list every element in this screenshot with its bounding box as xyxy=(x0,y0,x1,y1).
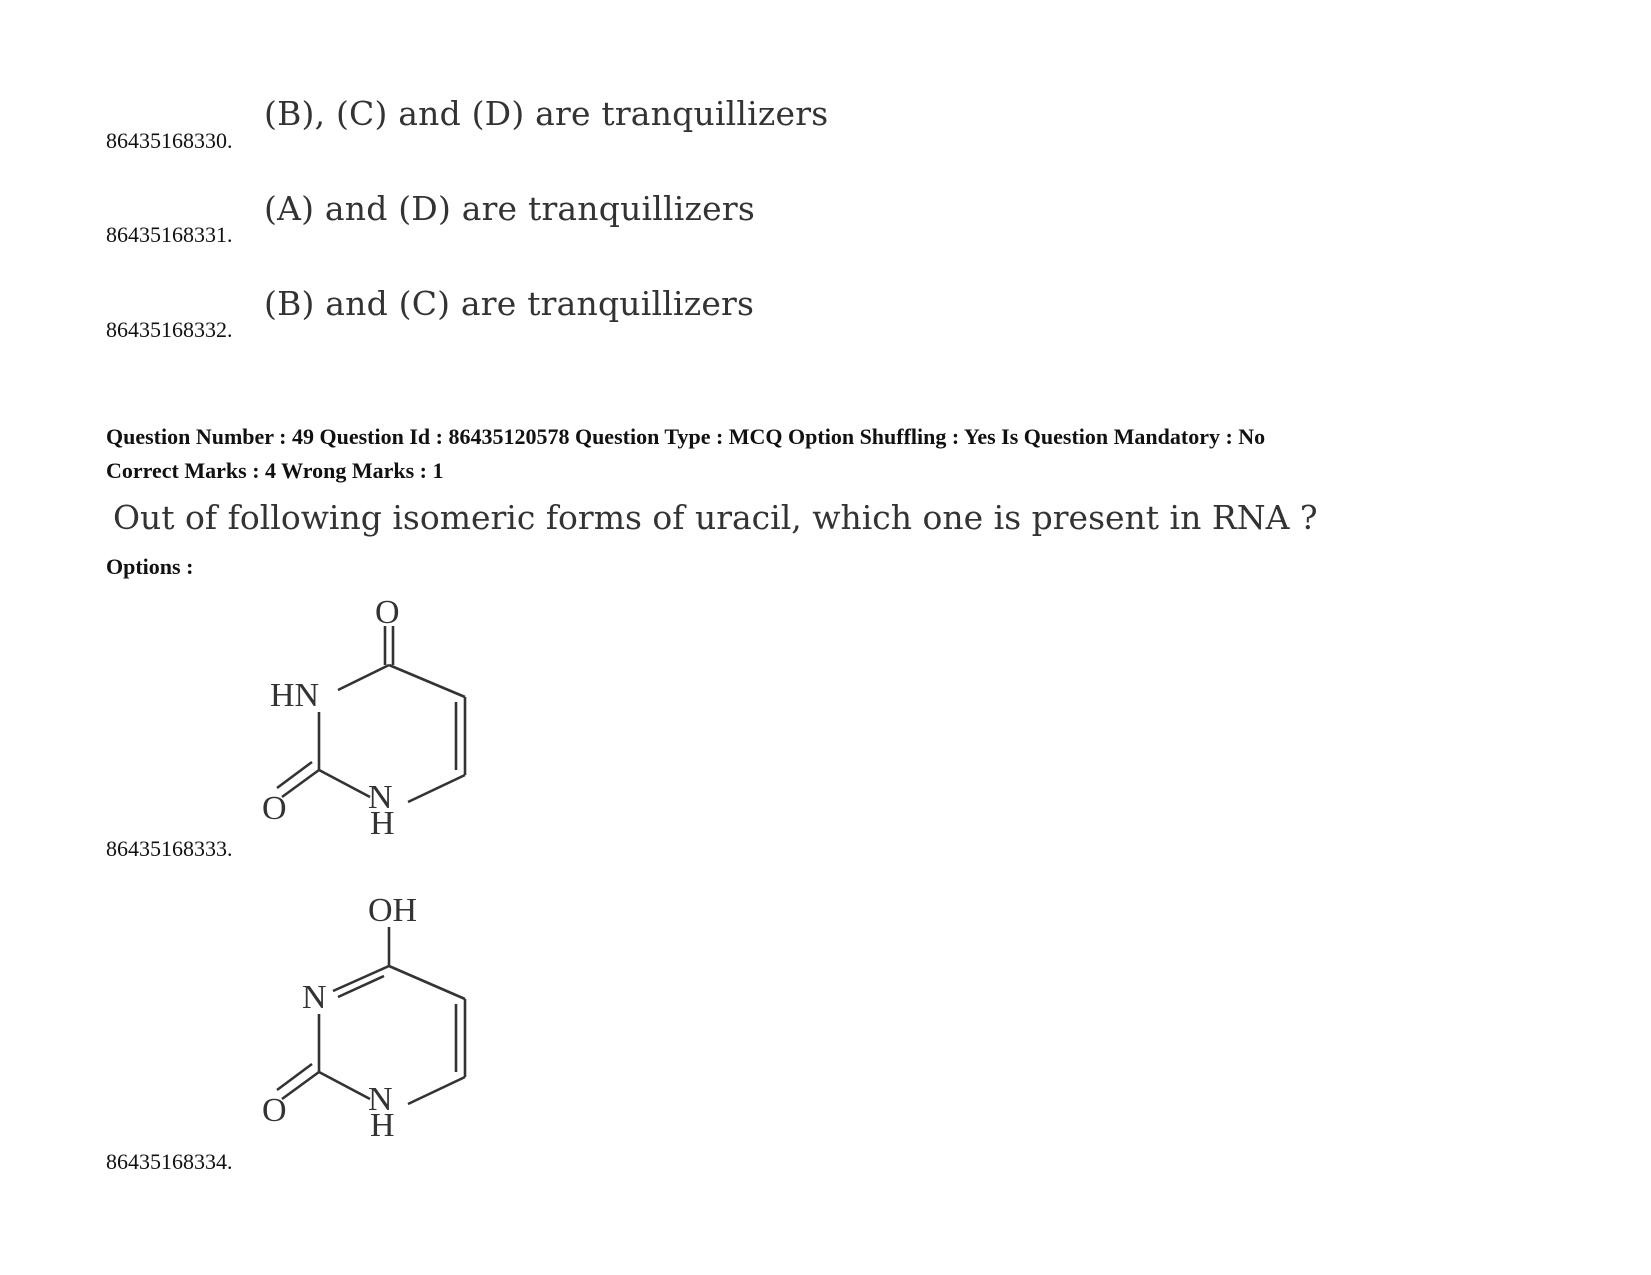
option-text: (B) and (C) are tranquillizers xyxy=(264,284,755,323)
bond xyxy=(408,775,465,802)
question-stem: Out of following isomeric forms of uracil, which one is present in RNA ? xyxy=(113,498,1318,537)
atom-label: H xyxy=(370,1107,395,1144)
bond xyxy=(389,966,465,999)
option-text: (A) and (D) are tranquillizers xyxy=(264,189,755,228)
question-meta-line-1: Question Number : 49 Question Id : 86435120578 Question Type : MCQ Option Shuffling : Yes Is Question Mandatory : No xyxy=(106,424,1266,449)
option-id: 86435168331. xyxy=(106,222,233,247)
atom-label: OH xyxy=(368,892,418,929)
atom-label: N xyxy=(368,779,393,816)
atom-label: N xyxy=(368,1081,393,1118)
option-id: 86435168332. xyxy=(106,317,233,342)
question-meta-line-2: Correct Marks : 4 Wrong Marks : 1 xyxy=(106,458,444,483)
bond xyxy=(389,665,465,697)
bond xyxy=(408,1077,465,1104)
bond xyxy=(282,1072,319,1099)
uracil-keto-structure xyxy=(250,590,510,860)
option-id: 86435168334. xyxy=(106,1149,233,1174)
atom-label: O xyxy=(375,594,400,631)
option-text: (B), (C) and (D) are tranquillizers xyxy=(264,94,829,133)
bond xyxy=(319,1072,370,1099)
bond xyxy=(319,770,370,797)
atom-label: N xyxy=(302,979,327,1016)
options-label: Options : xyxy=(106,554,194,579)
bond xyxy=(277,762,312,788)
option-id: 86435168333. xyxy=(106,836,233,861)
bond xyxy=(338,665,389,690)
uracil-enol-structure xyxy=(250,893,510,1163)
bond xyxy=(277,1064,312,1090)
atom-label: HN xyxy=(270,677,320,714)
atom-label: O xyxy=(262,790,287,827)
atom-label: O xyxy=(262,1092,287,1129)
option-id: 86435168330. xyxy=(106,128,233,153)
bond xyxy=(282,770,319,797)
atom-label: H xyxy=(370,805,395,842)
